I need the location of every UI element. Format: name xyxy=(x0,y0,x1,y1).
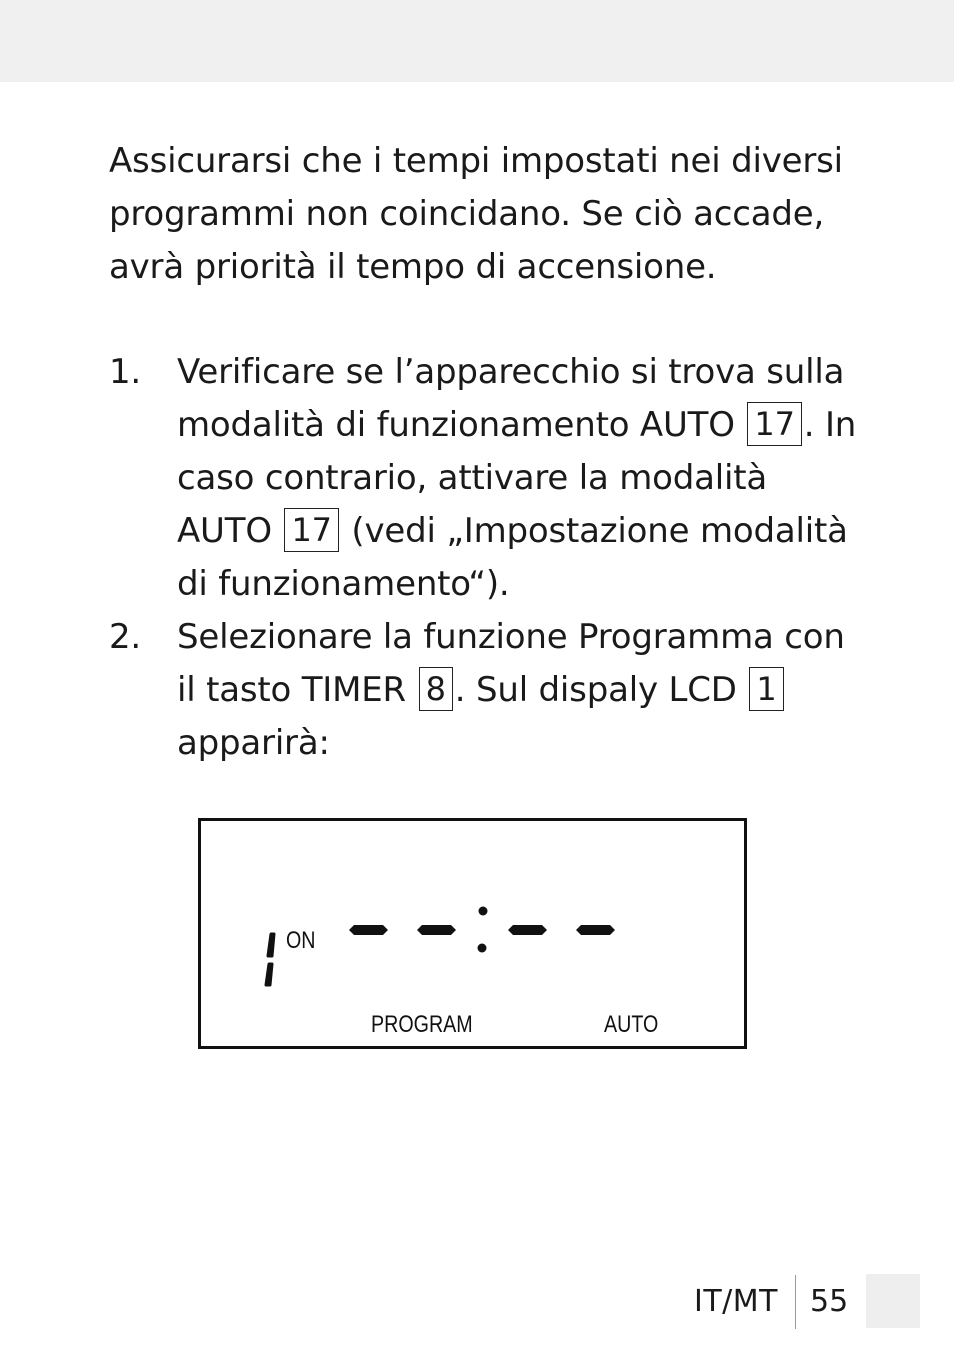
header-band xyxy=(0,0,954,82)
step-text: Verificare se l’apparecchio si trova sulla modalità di funzionamento AUTO xyxy=(177,352,845,445)
step-text: apparirà: xyxy=(177,723,330,763)
lcd-on-label: ON xyxy=(286,927,316,954)
step-text: Selezionare la funzione Programma con il tasto TIMER xyxy=(177,617,845,710)
footer-language: IT/MT xyxy=(694,1284,778,1319)
step-text: . Sul dispaly LCD xyxy=(454,670,737,710)
lcd-program-label: PROGRAM xyxy=(371,1011,473,1038)
lcd-dash xyxy=(349,925,388,935)
intro-text: Assicurarsi che i tempi impostati nei diversi programmi non coincidano. Se ciò accade, avrà priorità il tempo di accensione. xyxy=(109,141,843,287)
lcd-digit-one-upper xyxy=(268,934,274,956)
lcd-colon-dot xyxy=(478,944,487,953)
reference-box: 17 xyxy=(284,508,338,552)
reference-box: 1 xyxy=(749,667,783,711)
lcd-auto-label: AUTO xyxy=(604,1011,659,1038)
lcd-dash xyxy=(508,925,547,935)
step-2 xyxy=(109,611,869,770)
intro-paragraph xyxy=(109,135,869,294)
step-1 xyxy=(109,346,869,611)
step-text: . In caso contrario, attivare la modalità AUTO xyxy=(177,405,857,551)
step-text: (vedi „Impostazione modalità di funzionamento“). xyxy=(177,511,848,604)
lcd-digit-one-lower xyxy=(266,964,272,985)
lcd-colon-dot xyxy=(479,907,488,916)
lcd-dash xyxy=(417,925,456,935)
page-number: 55 xyxy=(810,1284,849,1319)
lcd-display-illustration xyxy=(198,818,747,1049)
footer-divider xyxy=(795,1275,796,1329)
reference-box: 17 xyxy=(747,402,801,446)
reference-box: 8 xyxy=(419,667,453,711)
lcd-dash xyxy=(576,925,615,935)
footer-tab-marker xyxy=(866,1274,920,1328)
steps-list xyxy=(109,346,869,770)
page-content xyxy=(109,135,869,770)
step-number: 1. xyxy=(109,352,142,392)
step-number: 2. xyxy=(109,617,142,657)
